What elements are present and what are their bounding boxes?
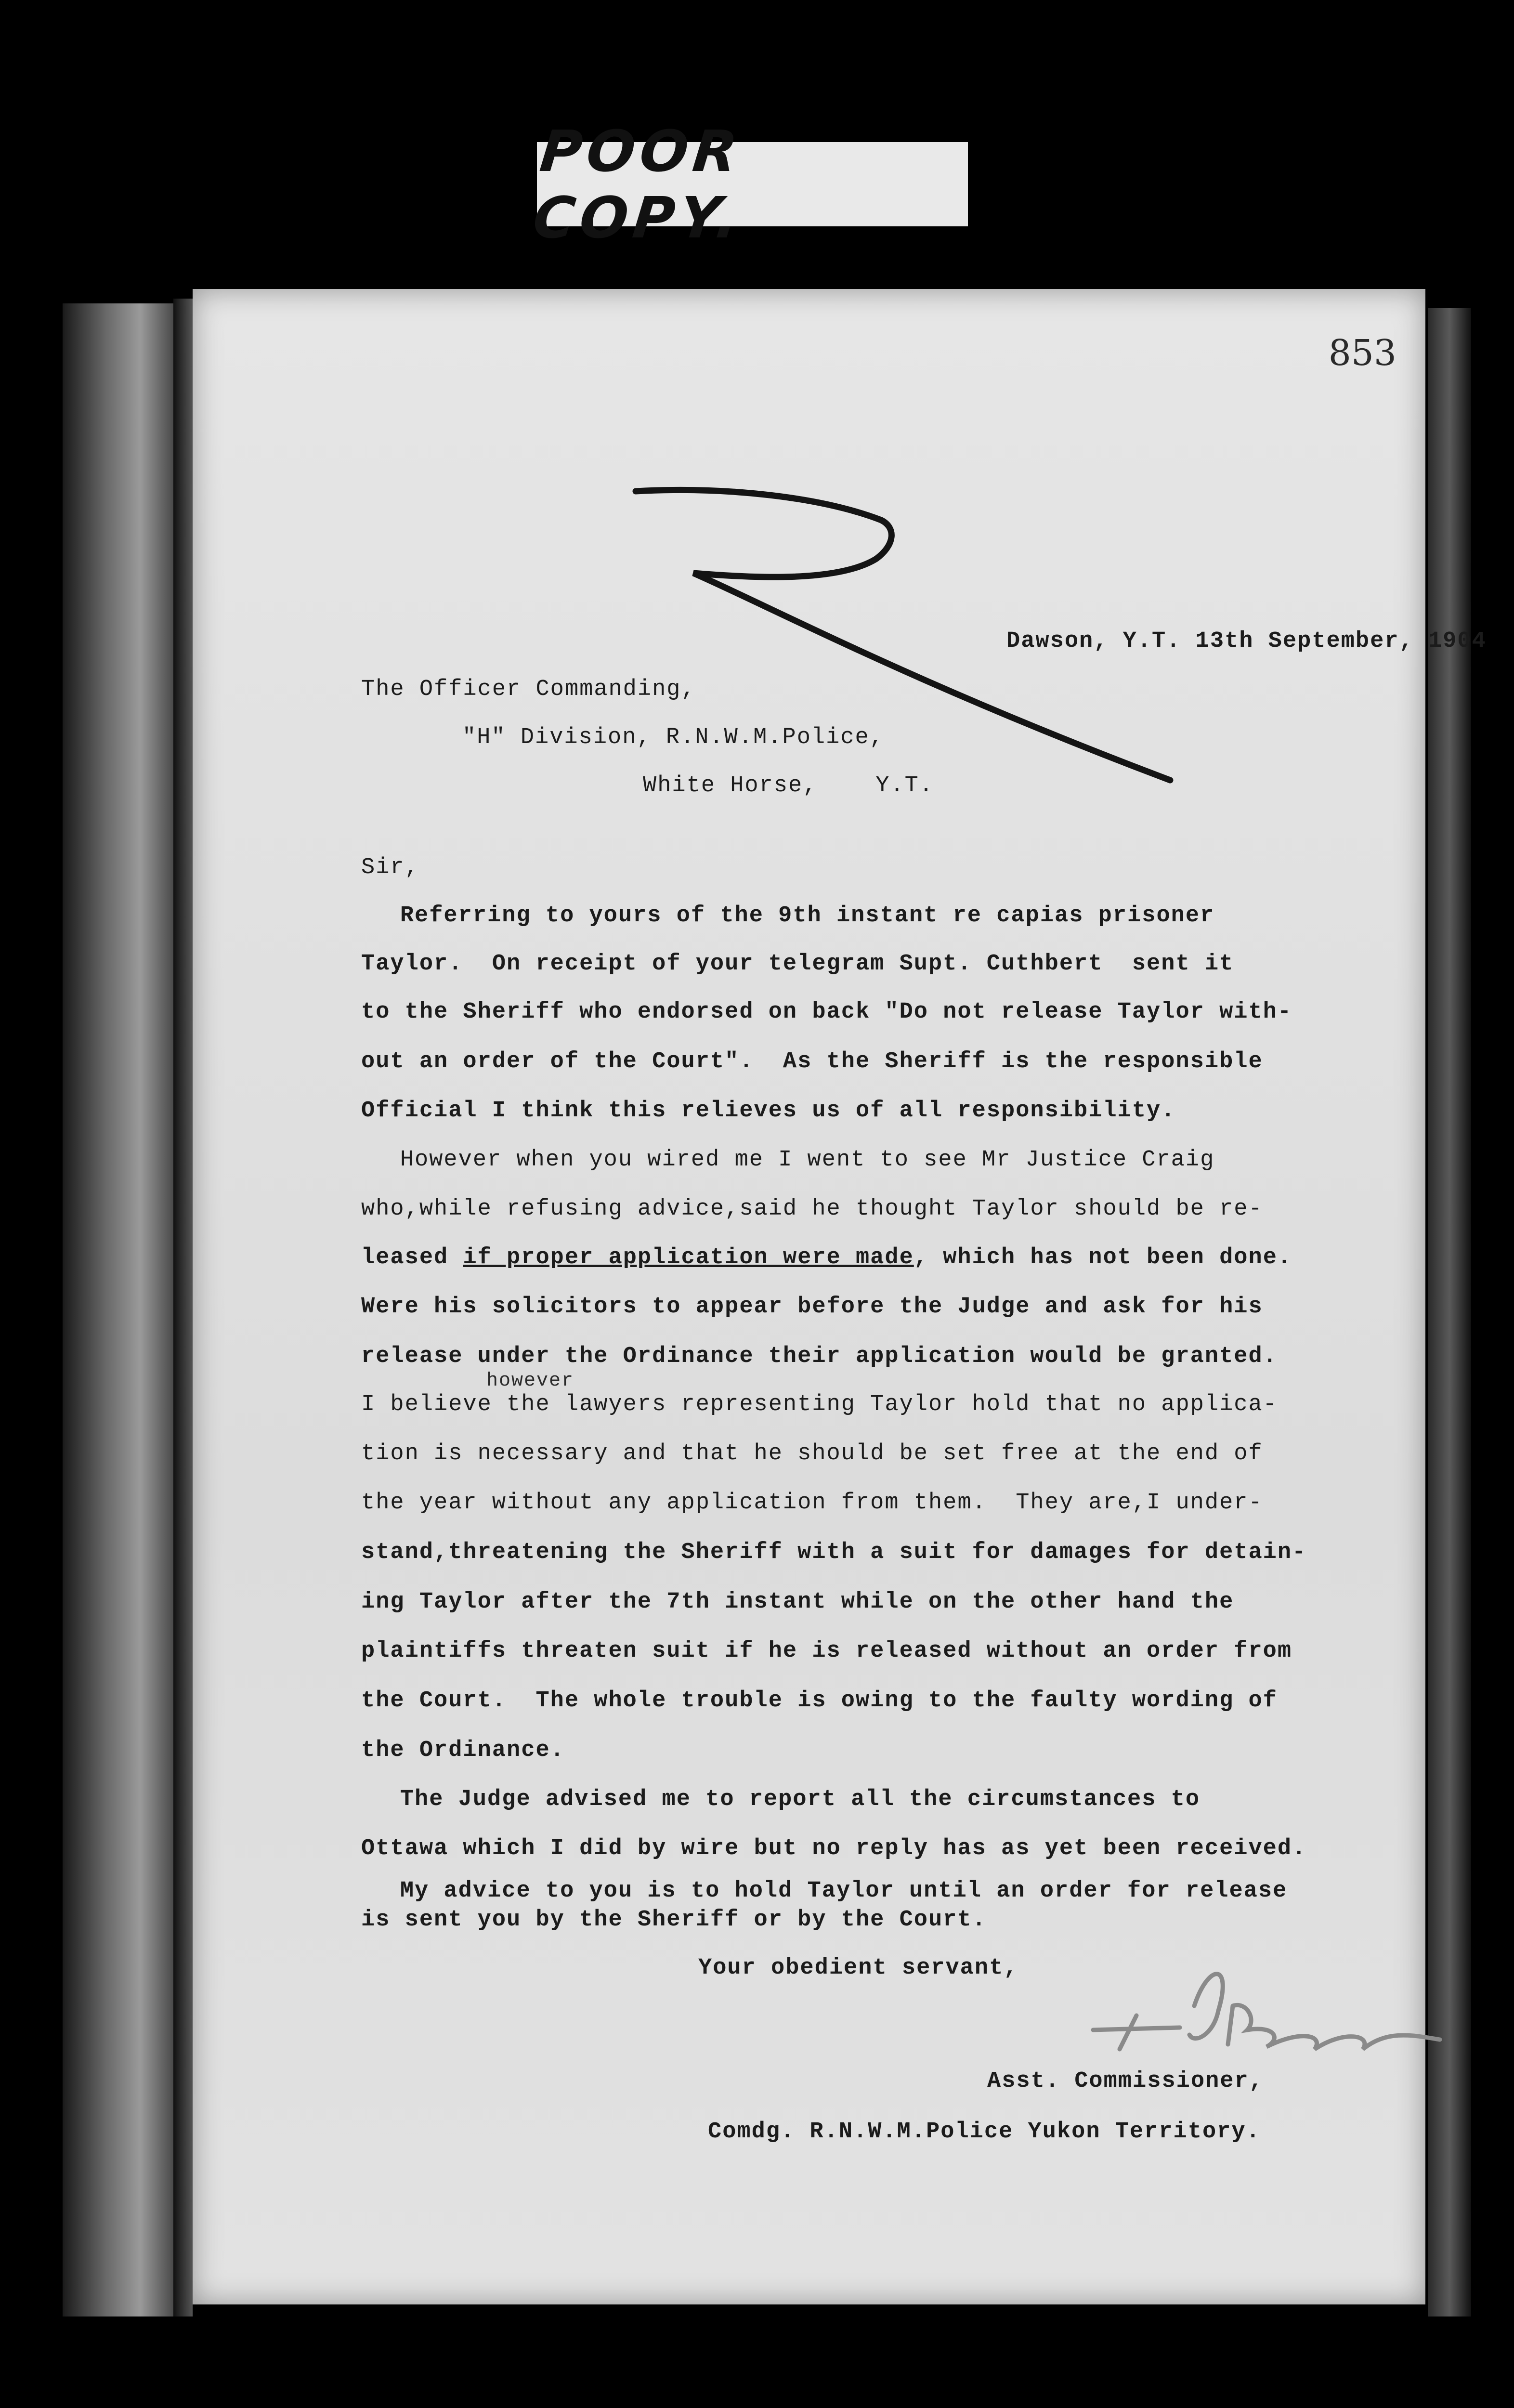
binding-shadow <box>173 299 193 2316</box>
body-line-7: who,while refusing advice,said he thought Taylor should be re- <box>361 1196 1263 1222</box>
signature <box>1074 1934 1449 2078</box>
body-line-8 <box>361 1245 1292 1270</box>
body-line-18: the Ordinance. <box>361 1738 565 1763</box>
body-line-5: Official I think this relieves us of all responsibility. <box>361 1098 1176 1124</box>
body-line-11: I believe the lawyers representing Taylor hold that no applica- <box>361 1392 1278 1417</box>
body-line-12: tion is necessary and that he should be set free at the end of <box>361 1441 1263 1466</box>
underlined-phrase: if proper application were made <box>463 1245 914 1270</box>
signatory-title: Asst. Commissioner, <box>987 2068 1264 2094</box>
body-line-9: Were his solicitors to appear before the Judge and ask for his <box>361 1294 1263 1320</box>
body-line-2: Taylor. On receipt of your telegram Supt. Cuthbert sent it <box>361 951 1234 977</box>
dateline: Dawson, Y.T. 13th September, 1904 <box>1006 628 1487 654</box>
signatory-command: Comdg. R.N.W.M.Police Yukon Territory. <box>708 2119 1261 2145</box>
body-line-17: the Court. The whole trouble is owing to the faulty wording of <box>361 1688 1278 1714</box>
salutation: Sir, <box>361 855 419 880</box>
page-number: 853 <box>1328 332 1397 374</box>
body-line-21: My advice to you is to hold Taylor until an order for release <box>342 1878 1288 1904</box>
closing: Your obedient servant, <box>698 1955 1018 1981</box>
address-line-3: White Horse, Y.T. <box>643 773 934 798</box>
interlinear-note: however <box>486 1370 574 1392</box>
body-line-15: ing Taylor after the 7th instant while on the other hand the <box>361 1589 1234 1615</box>
body-line-14: stand,threatening the Sheriff with a suit for damages for detain- <box>361 1540 1307 1565</box>
book-edge-left <box>63 303 173 2316</box>
body-line-1: Referring to yours of the 9th instant re capias prisoner <box>342 903 1215 929</box>
address-line-1: The Officer Commanding, <box>361 677 696 702</box>
body-line-10: release under the Ordinance their application would be granted. <box>361 1344 1278 1369</box>
body-line-16: plaintiffs threaten suit if he is released without an order from <box>361 1638 1292 1664</box>
body-line-20: Ottawa which I did by wire but no reply has as yet been received. <box>361 1836 1307 1861</box>
body-line-6: However when you wired me I went to see Mr Justice Craig <box>342 1147 1215 1173</box>
body-line-22: is sent you by the Sheriff or by the Court. <box>361 1907 987 1933</box>
body-line-4: out an order of the Court". As the Sheriff is the responsible <box>361 1049 1263 1074</box>
body-line-8-pre: leased <box>361 1245 463 1270</box>
body-line-13: the year without any application from them. They are,I under- <box>361 1490 1263 1516</box>
body-line-3: to the Sheriff who endorsed on back "Do not release Taylor with- <box>361 999 1292 1025</box>
address-line-2: "H" Division, R.N.W.M.Police, <box>462 725 884 750</box>
poor-copy-stamp <box>530 118 968 251</box>
letter-page <box>193 289 1487 2304</box>
body-line-8-post: , which has not been done. <box>914 1245 1292 1270</box>
body-line-19: The Judge advised me to report all the circumstances to <box>342 1787 1201 1812</box>
poor-copy-text: POOR COPY. <box>530 118 746 251</box>
